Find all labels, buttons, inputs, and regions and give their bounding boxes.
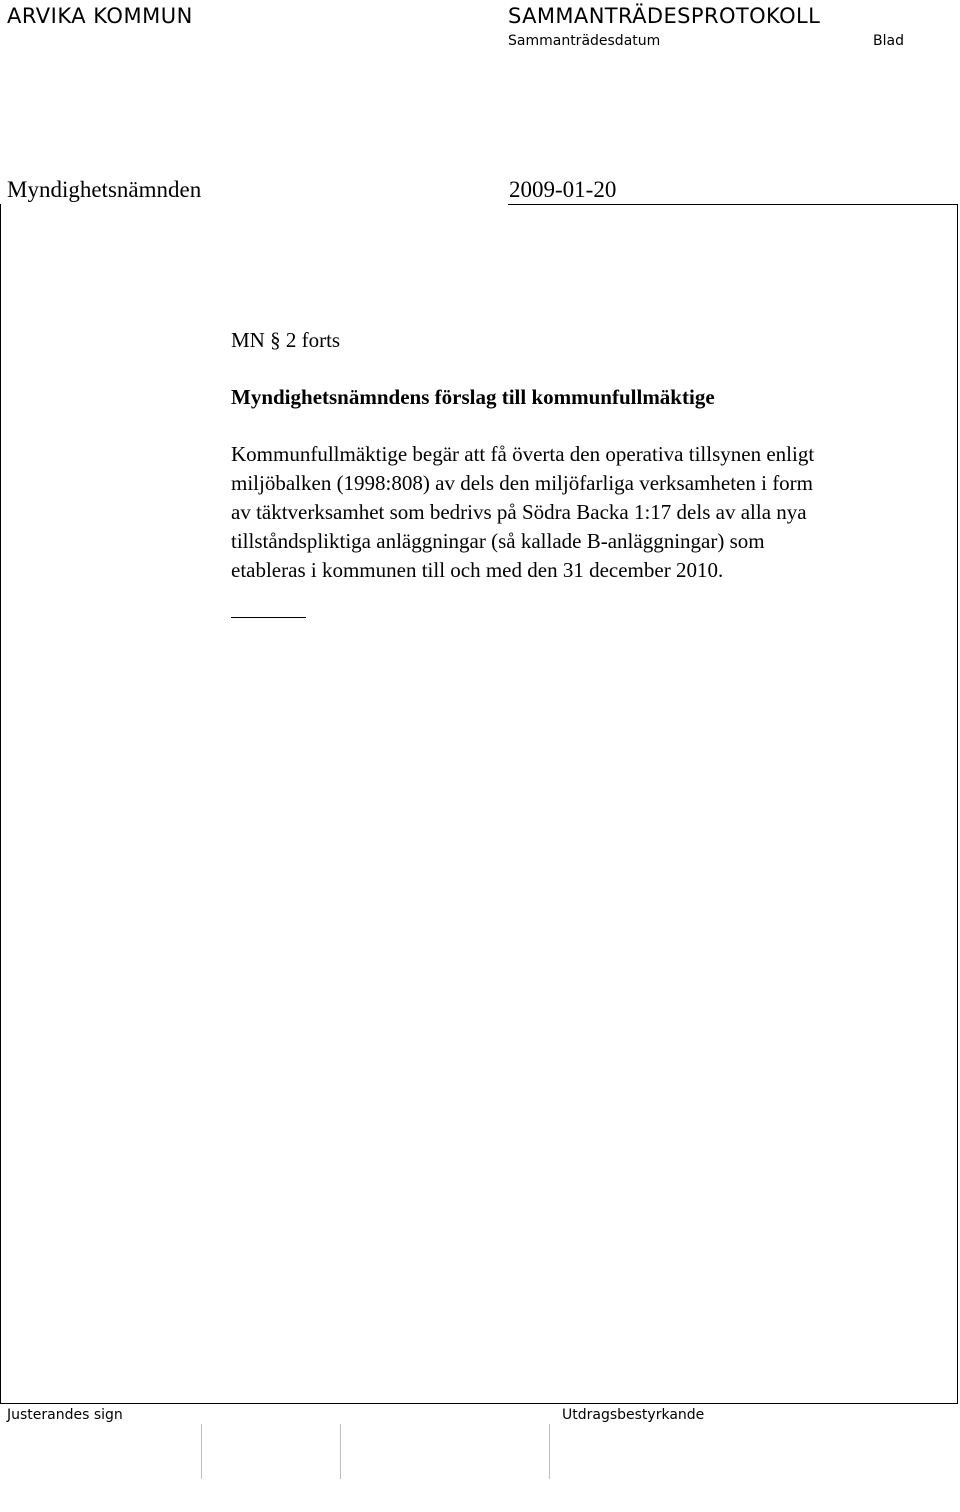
body-line: tillståndspliktiga anläggningar (så kallade B-anläggningar) som <box>231 529 765 553</box>
proposal-heading: Myndighetsnämndens förslag till kommunfullmäktige <box>231 385 715 409</box>
frame-left-rule <box>0 204 1 1404</box>
frame-top-rule <box>508 204 957 205</box>
extract-certification-label: Utdragsbestyrkande <box>562 1407 705 1423</box>
body-line: av täktverksamhet som bedrivs på Södra Backa 1:17 dels av alla nya <box>231 500 807 524</box>
end-of-section-rule <box>231 617 306 618</box>
page-label: Blad <box>873 33 904 49</box>
frame-right-rule <box>957 204 958 1404</box>
signature-label: Justerandes sign <box>7 1407 123 1423</box>
section-reference: MN § 2 forts <box>231 328 341 352</box>
body-line: miljöbalken (1998:808) av dels den miljöfarliga verksamheten i form <box>231 471 814 495</box>
frame-bottom-rule <box>0 1403 957 1404</box>
body-line: etableras i kommunen till och med den 31 december 2010. <box>231 558 724 582</box>
proposal-text <box>231 440 951 585</box>
organization-name: ARVIKA KOMMUN <box>7 4 193 28</box>
body-line: Kommunfullmäktige begär att få överta den operativa tillsynen enligt <box>231 442 815 466</box>
signature-box-divider <box>340 1424 341 1479</box>
committee-name: Myndighetsnämnden <box>7 177 202 202</box>
meeting-date: 2009-01-20 <box>509 177 617 202</box>
signature-box-divider <box>201 1424 202 1479</box>
document-type: SAMMANTRÄDESPROTOKOLL <box>508 4 821 28</box>
meeting-date-label: Sammanträdesdatum <box>508 33 661 49</box>
signature-box-divider <box>549 1424 550 1479</box>
protocol-content <box>231 324 951 585</box>
